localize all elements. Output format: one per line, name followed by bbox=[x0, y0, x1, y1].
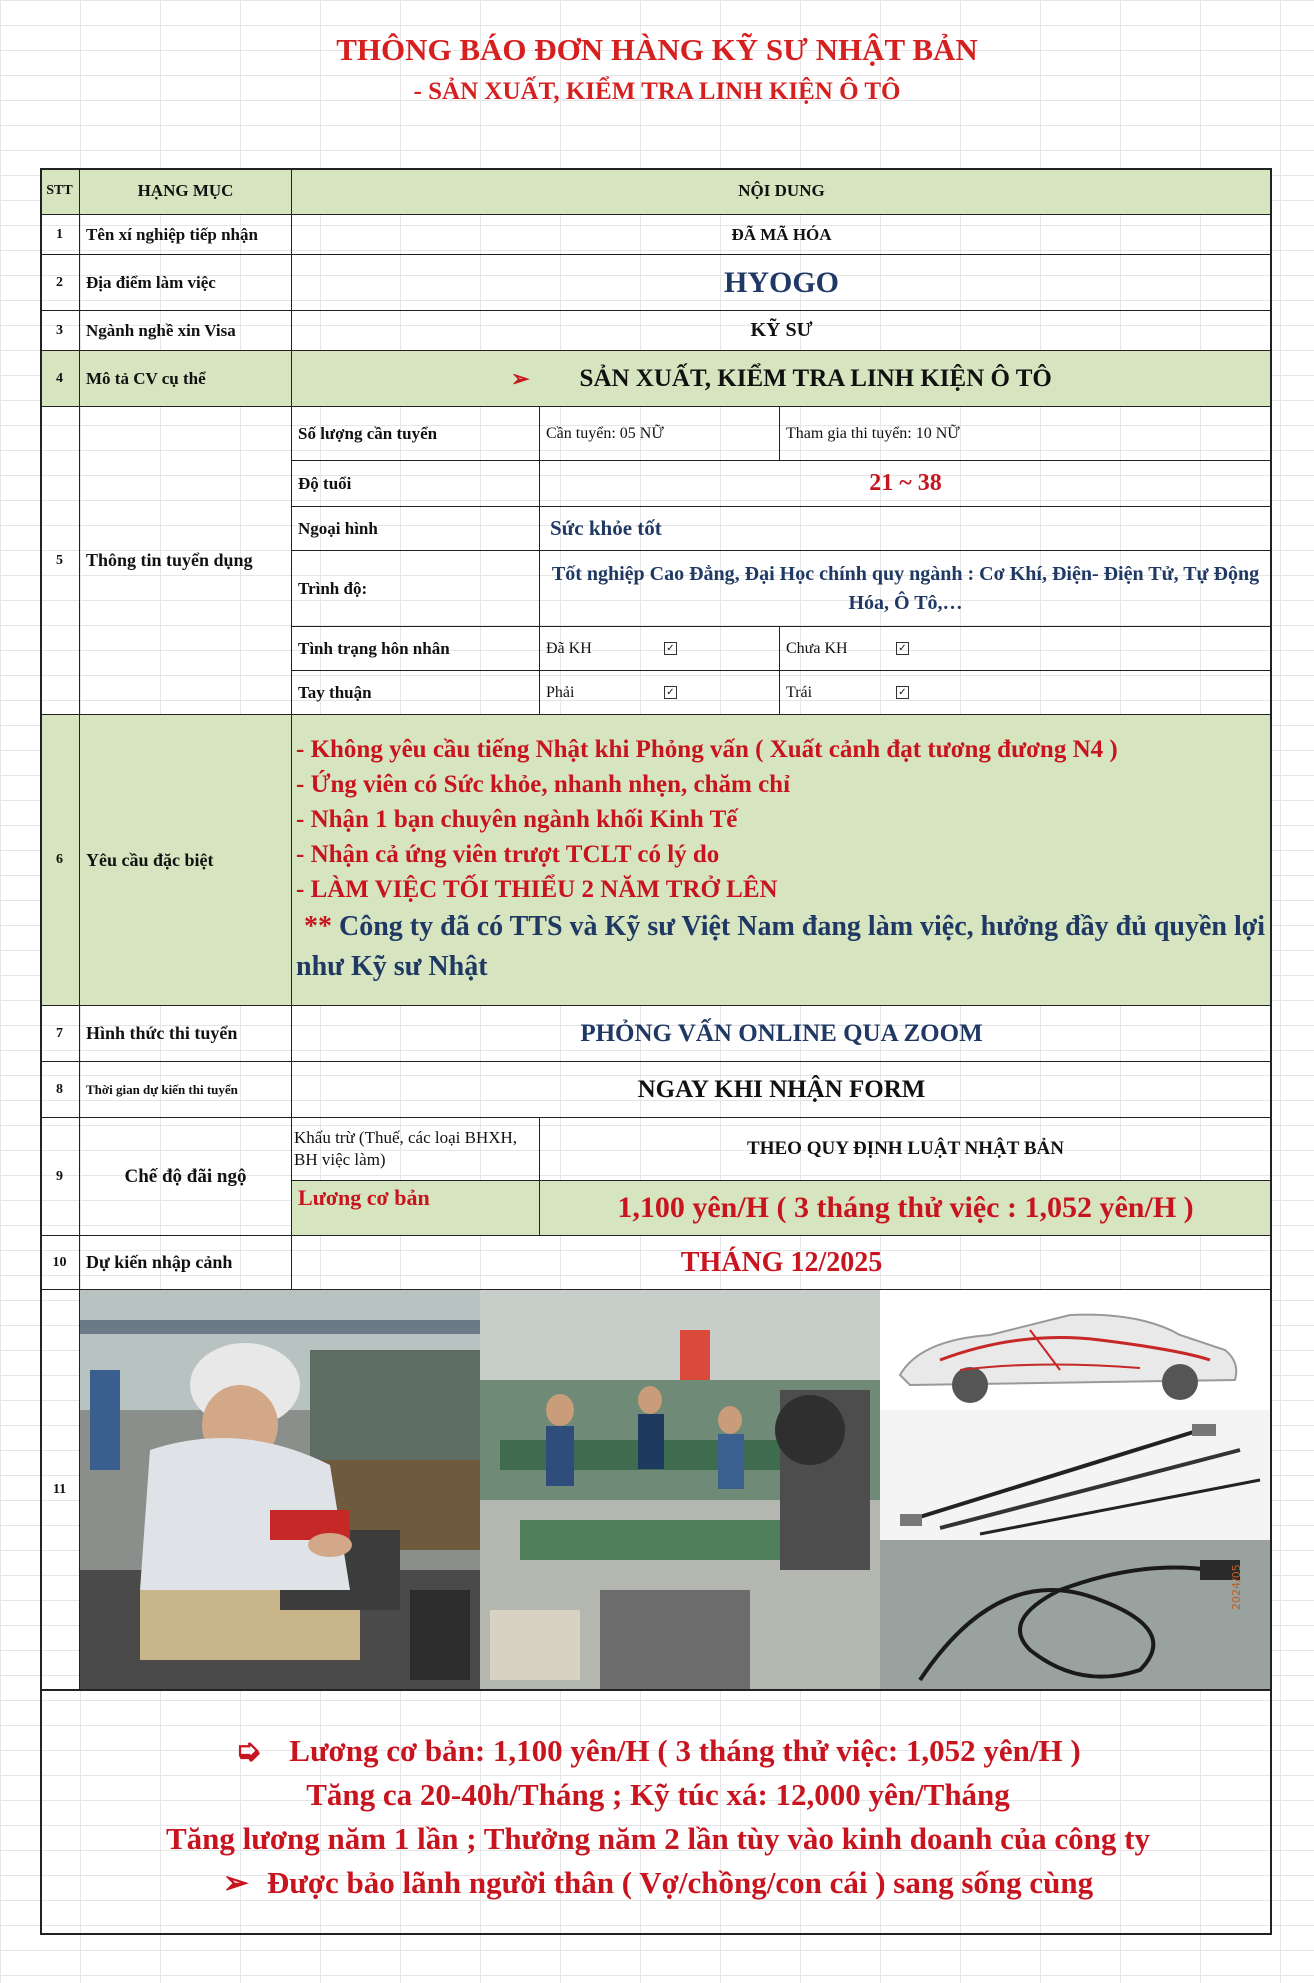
option-left-hand[interactable] bbox=[780, 671, 1272, 715]
value-company: ĐÃ MÃ HÓA bbox=[292, 215, 1272, 255]
label-job-desc: Mô tả CV cụ thể bbox=[80, 351, 292, 407]
label-base-salary: Lương cơ bản bbox=[292, 1181, 540, 1236]
arrow-icon: ➭ bbox=[235, 1733, 262, 1768]
stt-11: 11 bbox=[40, 1290, 80, 1691]
arrow-icon: ➢ bbox=[222, 1865, 249, 1900]
right-hand-label: Phải bbox=[546, 683, 575, 701]
special-req-note bbox=[296, 907, 1271, 987]
left-hand-label: Trái bbox=[786, 683, 813, 701]
stt-1: 1 bbox=[40, 215, 80, 255]
stt-6: 6 bbox=[40, 715, 80, 1006]
single-label: Chưa KH bbox=[786, 639, 848, 657]
label-entry: Dự kiến nhập cảnh bbox=[80, 1236, 292, 1290]
stt-7: 7 bbox=[40, 1006, 80, 1062]
footer-line-overtime: Tăng ca 20-40h/Tháng ; Kỹ túc xá: 12,000 yên/Tháng bbox=[306, 1777, 1010, 1812]
left-hand-checkbox[interactable]: ✓ bbox=[896, 686, 909, 699]
stt-4: 4 bbox=[40, 351, 80, 407]
value-base-salary: 1,100 yên/H ( 3 tháng thử việc : 1,052 yên/H ) bbox=[540, 1181, 1272, 1236]
married-checkbox[interactable]: ✓ bbox=[664, 642, 677, 655]
label-location: Địa điểm làm việc bbox=[80, 255, 292, 311]
label-marital: Tình trạng hôn nhân bbox=[292, 627, 540, 671]
page-subtitle: - SẢN XUẤT, KIỂM TRA LINH KIỆN Ô TÔ bbox=[413, 78, 901, 105]
stt-10: 10 bbox=[40, 1236, 80, 1290]
stt-9: 9 bbox=[40, 1118, 80, 1236]
stt-3: 3 bbox=[40, 311, 80, 351]
special-req-line: - Không yêu cầu tiếng Nhật khi Phỏng vấn ( Xuất cảnh đạt tương đương N4 ) bbox=[296, 736, 1118, 763]
special-req-line: - Nhận cả ứng viên trượt TCLT có lý do bbox=[296, 841, 720, 868]
value-exam-format: PHỎNG VẤN ONLINE QUA ZOOM bbox=[292, 1006, 1272, 1062]
photo-watermark: 2024/05 bbox=[1230, 1564, 1243, 1610]
label-company: Tên xí nghiệp tiếp nhận bbox=[80, 215, 292, 255]
label-deduction: Khấu trừ (Thuế, các loại BHXH, BH việc làm) bbox=[292, 1118, 540, 1181]
label-benefits: Chế độ đãi ngộ bbox=[80, 1118, 292, 1236]
factory-photo-worker bbox=[80, 1290, 480, 1691]
value-visa: KỸ SƯ bbox=[292, 311, 1272, 351]
footer-summary bbox=[40, 1691, 1272, 1935]
value-entry: THÁNG 12/2025 bbox=[292, 1236, 1272, 1290]
label-hand: Tay thuận bbox=[292, 671, 540, 715]
stt-8: 8 bbox=[40, 1062, 80, 1118]
stt-5: 5 bbox=[40, 407, 80, 715]
car-cable-diagram bbox=[880, 1290, 1272, 1410]
header-item: HẠNG MỤC bbox=[80, 168, 292, 215]
footer-line-family bbox=[42, 1865, 1274, 1901]
header-content: NỘI DUNG bbox=[292, 168, 1272, 215]
cable-parts-photo bbox=[880, 1410, 1272, 1540]
value-exam-time: NGAY KHI NHẬN FORM bbox=[292, 1062, 1272, 1118]
value-education: Tốt nghiệp Cao Đẳng, Đại Học chính quy ngành : Cơ Khí, Điện- Điện Tử, Tự Động Hóa, Ô Tô,… bbox=[540, 551, 1272, 627]
factory-photo-line bbox=[480, 1290, 880, 1691]
note-text: Công ty đã có TTS và Kỹ sư Việt Nam đang làm việc, hưởng đầy đủ quyền lợi như Kỹ sư Nhật bbox=[296, 911, 1266, 982]
label-exam-time: Thời gian dự kiến thi tuyển bbox=[80, 1062, 292, 1118]
header-stt: STT bbox=[40, 168, 80, 215]
label-visa: Ngành nghề xin Visa bbox=[80, 311, 292, 351]
footer-line-salary bbox=[42, 1733, 1274, 1769]
footer-line-raise: Tăng lương năm 1 lần ; Thưởng năm 2 lần tùy vào kinh doanh của công ty bbox=[165, 1821, 1150, 1856]
value-deduction: THEO QUY ĐỊNH LUẬT NHẬT BẢN bbox=[540, 1118, 1272, 1181]
value-appearance: Sức khỏe tốt bbox=[540, 507, 1272, 551]
option-married[interactable] bbox=[540, 627, 780, 671]
label-exam-format: Hình thức thi tuyển bbox=[80, 1006, 292, 1062]
value-age: 21 ~ 38 bbox=[540, 461, 1272, 507]
value-location: HYOGO bbox=[292, 255, 1272, 311]
value-quantity-exam: Tham gia thi tuyển: 10 NỮ bbox=[780, 407, 1272, 461]
label-age: Độ tuổi bbox=[292, 461, 540, 507]
note-prefix: ** bbox=[304, 911, 332, 942]
married-label: Đã KH bbox=[546, 639, 592, 657]
arrow-icon: ➢ bbox=[511, 365, 530, 391]
special-req-line: - LÀM VIỆC TỐI THIỂU 2 NĂM TRỞ LÊN bbox=[296, 876, 778, 903]
footer-family-text: Được bảo lãnh người thân ( Vợ/chồng/con cái ) sang sống cùng bbox=[266, 1865, 1094, 1900]
option-right-hand[interactable] bbox=[540, 671, 780, 715]
label-quantity: Số lượng cần tuyển bbox=[292, 407, 540, 461]
special-req-line: - Ứng viên có Sức khỏe, nhanh nhẹn, chăm chỉ bbox=[296, 771, 791, 798]
job-desc-text: SẢN XUẤT, KIỂM TRA LINH KIỆN Ô TÔ bbox=[579, 364, 1052, 392]
right-hand-checkbox[interactable]: ✓ bbox=[664, 686, 677, 699]
label-special-req: Yêu cầu đặc biệt bbox=[80, 715, 292, 1006]
single-checkbox[interactable]: ✓ bbox=[896, 642, 909, 655]
label-education: Trình độ: bbox=[292, 551, 540, 627]
footer-salary-text: Lương cơ bản: 1,100 yên/H ( 3 tháng thử việc: 1,052 yên/H ) bbox=[289, 1733, 1081, 1768]
special-req-line: - Nhận 1 bạn chuyên ngành khối Kinh Tế bbox=[296, 806, 738, 833]
option-single[interactable] bbox=[780, 627, 1272, 671]
stt-2: 2 bbox=[40, 255, 80, 311]
page-title: THÔNG BÁO ĐƠN HÀNG KỸ SƯ NHẬT BẢN bbox=[336, 32, 978, 67]
cable-floor-photo bbox=[880, 1540, 1272, 1691]
label-appearance: Ngoại hình bbox=[292, 507, 540, 551]
value-job-desc bbox=[292, 351, 1272, 407]
label-recruit-info: Thông tin tuyển dụng bbox=[80, 407, 292, 715]
value-quantity-need: Cần tuyển: 05 NỮ bbox=[540, 407, 780, 461]
special-req-list bbox=[296, 732, 1271, 987]
